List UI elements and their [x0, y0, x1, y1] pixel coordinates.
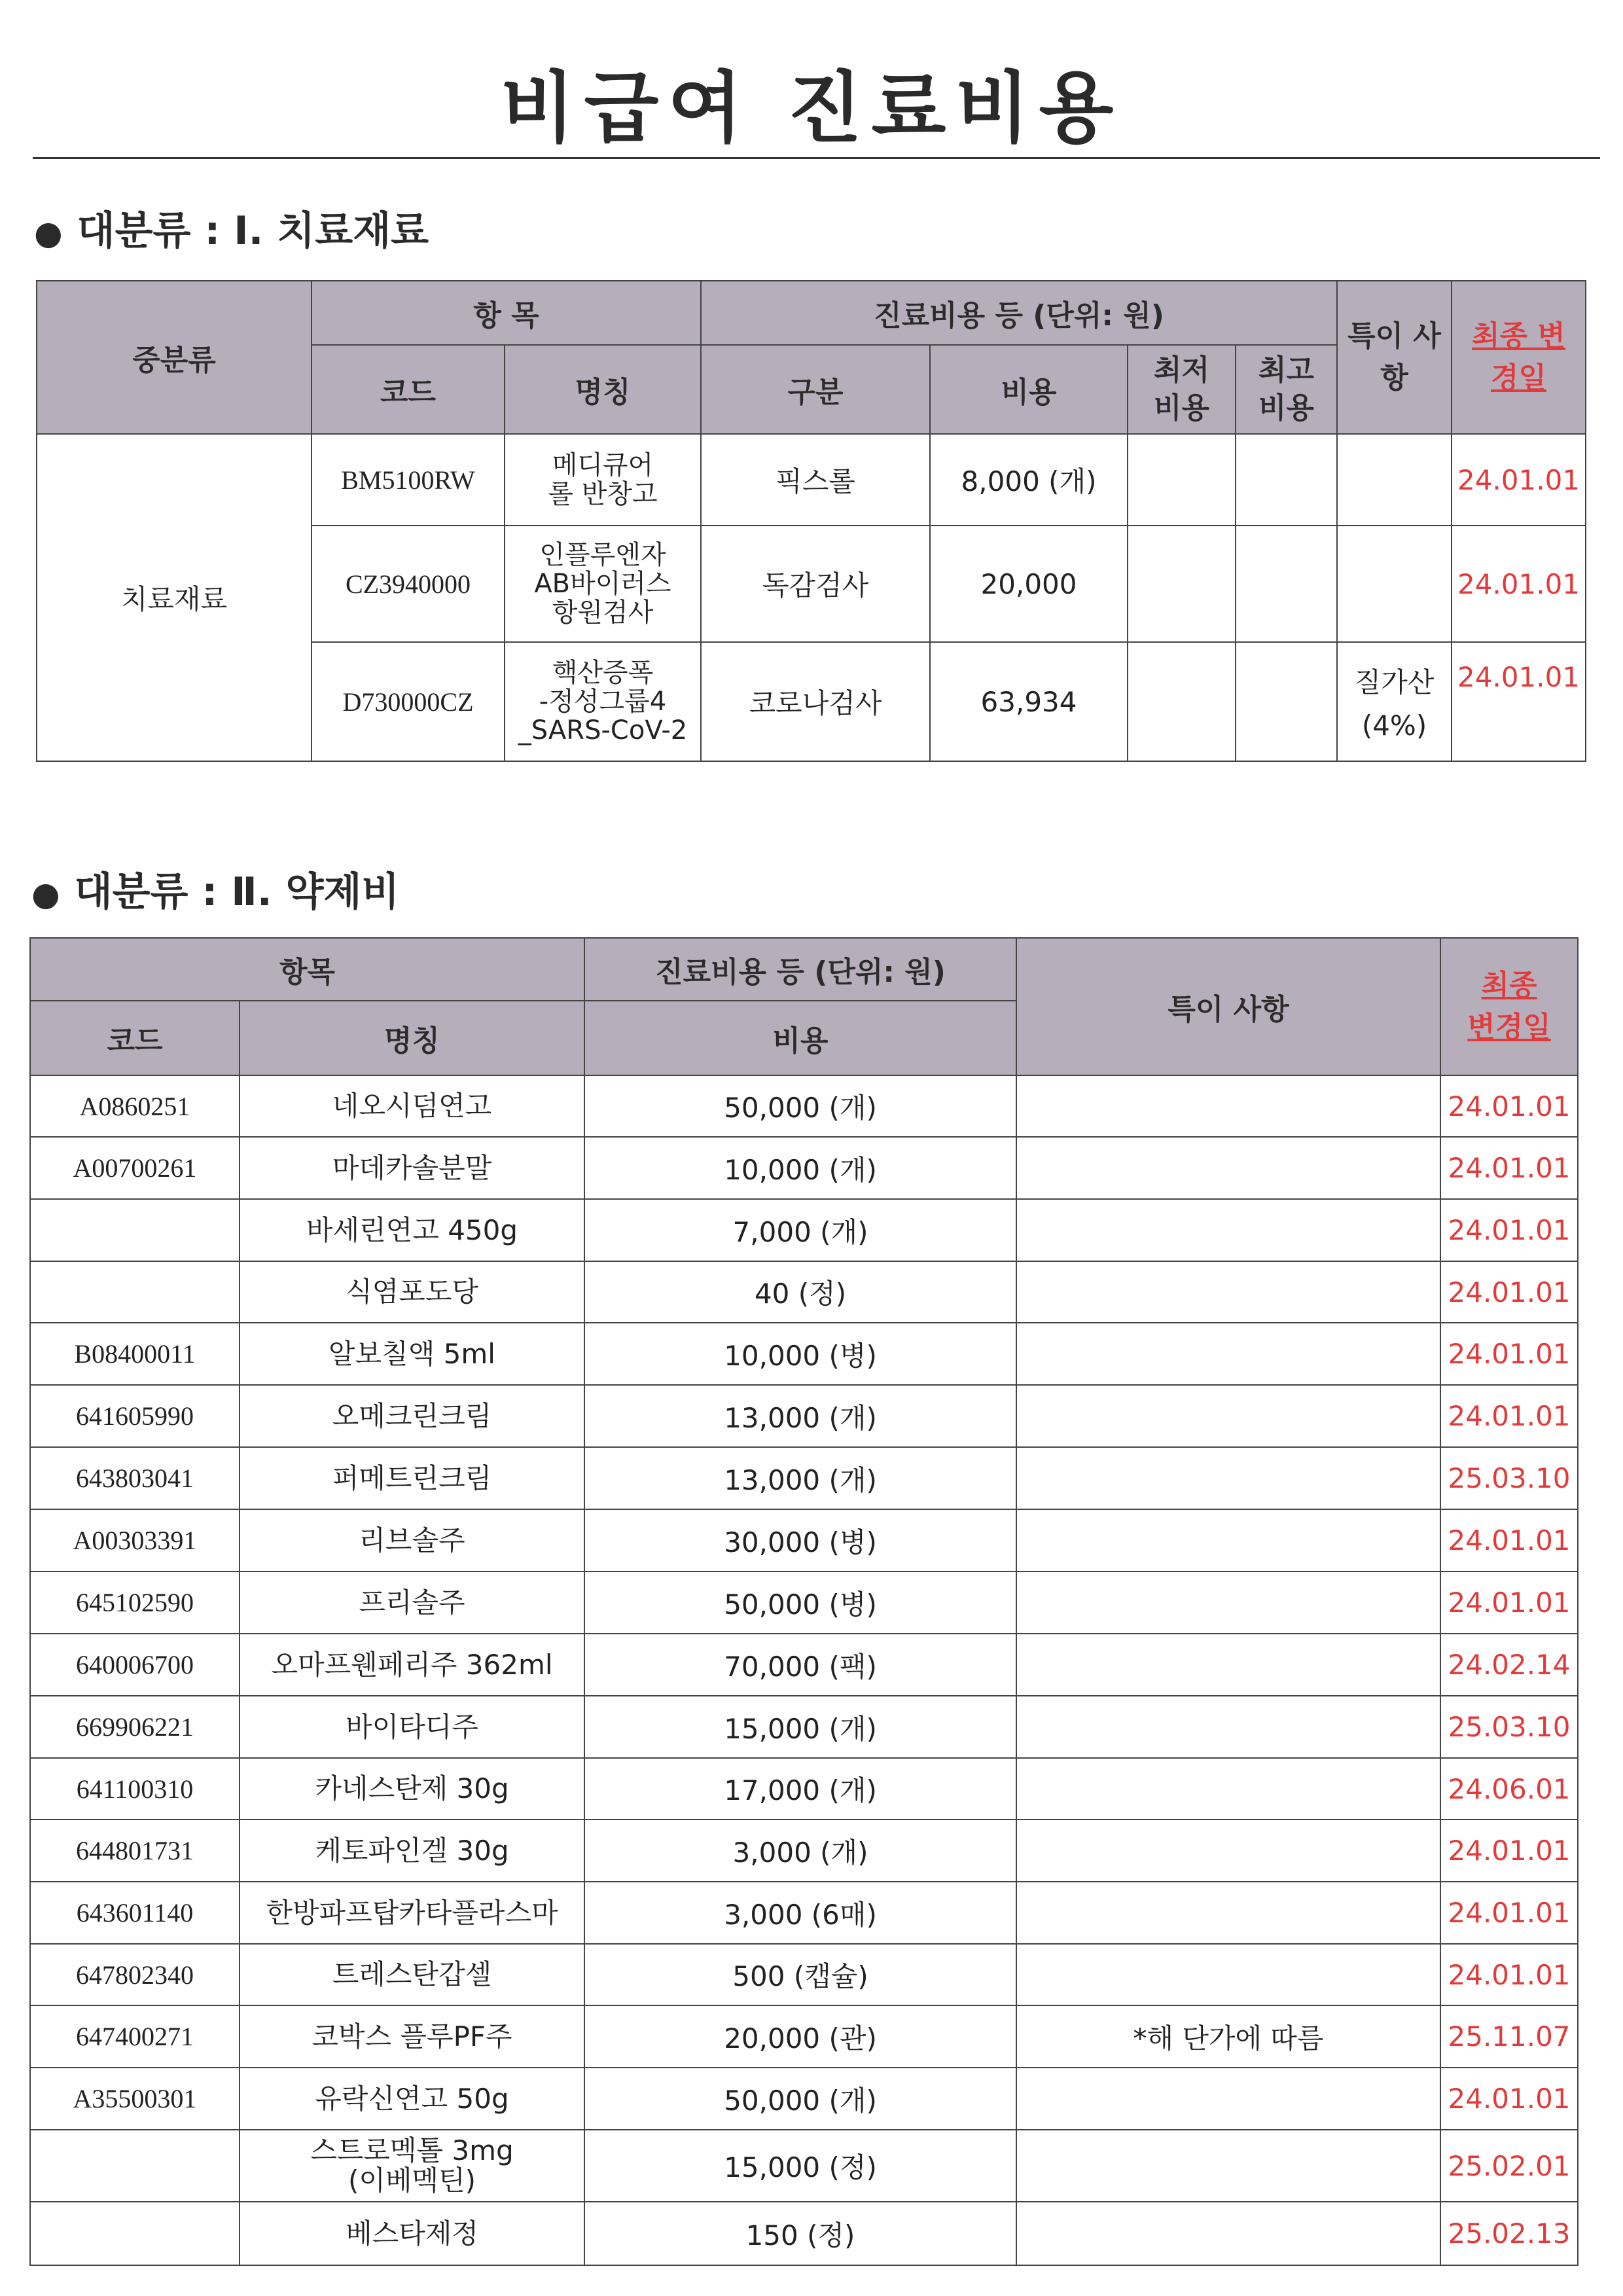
max-cost-header: 최고 비용: [1236, 345, 1337, 434]
code-cell: CZ3940000: [312, 526, 505, 642]
table-row: [30, 2130, 1578, 2202]
name-cell: 마데카솔분말: [240, 1137, 584, 1199]
cost-cell: 7,000 (개): [584, 1199, 1016, 1261]
special-cell: [1016, 1944, 1440, 2005]
bullet-icon: ●: [34, 214, 63, 253]
cost-cell: 3,000 (6매): [584, 1882, 1016, 1944]
code-cell: B08400011: [30, 1323, 240, 1385]
special-cell: [1337, 434, 1452, 526]
code-cell: 669906221: [30, 1696, 240, 1758]
special-cell: [1016, 1882, 1440, 1944]
cost-cell: 13,000 (개): [584, 1447, 1016, 1509]
table-row: [30, 1571, 1578, 1634]
name-cell: 유락신연고 50g: [240, 2068, 584, 2130]
kind-cell: 픽스롤: [701, 434, 930, 526]
code-cell: BM5100RW: [312, 434, 505, 526]
name-header: 명칭: [505, 345, 701, 434]
code-header: 코드: [30, 1001, 240, 1075]
special-cell: [1016, 2202, 1440, 2265]
name-cell: 인플루엔자 AB바이러스 항원검사: [505, 526, 701, 642]
name-cell: 트레스탄갑셀: [240, 1944, 584, 2005]
date-cell: 24.01.01: [1440, 1820, 1578, 1882]
code-cell: 641605990: [30, 1385, 240, 1447]
name-cell: 오마프웬페리주 362ml: [240, 1634, 584, 1696]
name-cell: 케토파인겔 30g: [240, 1820, 584, 1882]
special-cell: [1016, 1075, 1440, 1137]
code-cell: [30, 2202, 240, 2265]
special-cell: [1016, 1323, 1440, 1385]
max-cost-cell: [1236, 642, 1337, 761]
special-cell: [1016, 1137, 1440, 1199]
name-cell: 바이타디주: [240, 1696, 584, 1758]
special-cell: [1016, 1509, 1440, 1571]
code-cell: [30, 1261, 240, 1323]
name-cell: 네오시덤연고: [240, 1075, 584, 1137]
special-cell: [1016, 1634, 1440, 1696]
date-cell: 24.01.01: [1452, 434, 1586, 526]
cost-cell: 3,000 (개): [584, 1820, 1016, 1882]
special-cell: [1016, 2130, 1440, 2202]
code-cell: 640006700: [30, 1634, 240, 1696]
special-cell: 질가산 (4%): [1337, 642, 1452, 761]
date-cell: 24.01.01: [1440, 1509, 1578, 1571]
code-cell: D730000CZ: [312, 642, 505, 761]
title-divider: [33, 157, 1600, 159]
cost-cell: 70,000 (팩): [584, 1634, 1016, 1696]
kind-cell: 코로나검사: [701, 642, 930, 761]
cost-cell: 20,000 (관): [584, 2005, 1016, 2068]
special-cell: [1016, 2068, 1440, 2130]
code-cell: 643803041: [30, 1447, 240, 1509]
name-cell: 코박스 플루PF주: [240, 2005, 584, 2068]
table-row: [30, 1509, 1578, 1571]
name-cell: 바세린연고 450g: [240, 1199, 584, 1261]
special-cell: *해 단가에 따름: [1016, 2005, 1440, 2068]
cost-cell: 13,000 (개): [584, 1385, 1016, 1447]
date-cell: 24.01.01: [1440, 1944, 1578, 2005]
code-cell: 644801731: [30, 1820, 240, 1882]
cost-cell: 20,000: [930, 526, 1128, 642]
special-cell: [1016, 1696, 1440, 1758]
section2-heading-text: 대분류 : Ⅱ. 약제비: [74, 869, 400, 915]
kind-header: 구분: [701, 345, 930, 434]
table-row: [30, 2068, 1578, 2130]
date-cell: 24.01.01: [1440, 1882, 1578, 1944]
date-cell: 24.02.14: [1440, 1634, 1578, 1696]
date-cell: 24.01.01: [1440, 1075, 1578, 1137]
table-row: [30, 1075, 1578, 1137]
name-cell: 프리솔주: [240, 1571, 584, 1634]
date-cell: 24.01.01: [1440, 1137, 1578, 1199]
cost-cell: 50,000 (병): [584, 1571, 1016, 1634]
table-row: [30, 1634, 1578, 1696]
treatment-materials-table: [36, 280, 1586, 762]
code-cell: [30, 2130, 240, 2202]
cost-cell: 50,000 (개): [584, 2068, 1016, 2130]
cost-cell: 40 (정): [584, 1261, 1016, 1323]
name-cell: 메디큐어 롤 반창고: [505, 434, 701, 526]
special-header: 특이 사항: [1016, 938, 1440, 1075]
name-cell: 베스타제정: [240, 2202, 584, 2265]
min-cost-cell: [1128, 434, 1236, 526]
table-row: [30, 2005, 1578, 2068]
code-header: 코드: [312, 345, 505, 434]
mid-category-header: 중분류: [37, 281, 312, 434]
date-cell: 24.01.01: [1440, 1385, 1578, 1447]
last-changed-header: 최종 변경일: [1452, 281, 1586, 434]
code-cell: A35500301: [30, 2068, 240, 2130]
cost-header: 비용: [584, 1001, 1016, 1075]
cost-cell: 63,934: [930, 642, 1128, 761]
cost-cell: 10,000 (병): [584, 1323, 1016, 1385]
date-cell: 25.03.10: [1440, 1447, 1578, 1509]
name-cell: 식염포도당: [240, 1261, 584, 1323]
date-cell: 24.01.01: [1452, 526, 1586, 642]
special-cell: [1016, 1447, 1440, 1509]
cost-cell: 15,000 (개): [584, 1696, 1016, 1758]
cost-cell: 15,000 (정): [584, 2130, 1016, 2202]
max-cost-cell: [1236, 434, 1337, 526]
kind-cell: 독감검사: [701, 526, 930, 642]
name-cell: 리브솔주: [240, 1509, 584, 1571]
special-cell: [1016, 1820, 1440, 1882]
cost-cell: 50,000 (개): [584, 1075, 1016, 1137]
cost-cell: 10,000 (개): [584, 1137, 1016, 1199]
date-cell: 25.11.07: [1440, 2005, 1578, 2068]
table-row: [30, 2202, 1578, 2265]
page-title: 비급여 진료비용: [500, 63, 1123, 153]
code-cell: 647400271: [30, 2005, 240, 2068]
cost-cell: 17,000 (개): [584, 1758, 1016, 1820]
table-row: [30, 1261, 1578, 1323]
table-row: [30, 1944, 1578, 2005]
cost-cell: 30,000 (병): [584, 1509, 1016, 1571]
section1-heading-text: 대분류 : Ⅰ. 치료재료: [77, 208, 429, 254]
fee-group-header: 진료비용 등 (단위: 원): [701, 281, 1337, 345]
table-row: [30, 1323, 1578, 1385]
medication-table: [29, 937, 1578, 2266]
section2-heading: [31, 861, 399, 917]
date-cell: 24.06.01: [1440, 1758, 1578, 1820]
code-cell: 647802340: [30, 1944, 240, 2005]
table-row: [30, 1447, 1578, 1509]
cost-cell: 150 (정): [584, 2202, 1016, 2265]
medication-rows: [30, 1075, 1578, 2265]
date-cell: 24.01.01: [1440, 1323, 1578, 1385]
date-cell: 24.01.01: [1440, 2068, 1578, 2130]
min-cost-header: 최저 비용: [1128, 345, 1236, 434]
code-cell: A00303391: [30, 1509, 240, 1571]
min-cost-cell: [1128, 526, 1236, 642]
item-header: 항 목: [312, 281, 701, 345]
special-cell: [1016, 1385, 1440, 1447]
code-cell: 645102590: [30, 1571, 240, 1634]
code-cell: 643601140: [30, 1882, 240, 1944]
name-cell: 핵산증폭 -정성그룹4 _SARS-CoV-2: [505, 642, 701, 761]
name-cell: 오메크린크림: [240, 1385, 584, 1447]
table-row: [37, 434, 1586, 526]
date-cell: 24.01.01: [1440, 1261, 1578, 1323]
name-cell: 스트로멕톨 3mg (이베멕틴): [240, 2130, 584, 2202]
last-changed-header: 최종 변경일: [1440, 938, 1578, 1075]
section1-heading: [34, 200, 429, 256]
cost-cell: 500 (캡슐): [584, 1944, 1016, 2005]
table-row: [30, 1137, 1578, 1199]
date-cell: 25.02.01: [1440, 2130, 1578, 2202]
bullet-icon: ●: [31, 875, 60, 914]
date-cell: 24.01.01: [1452, 642, 1586, 761]
special-header: 특이 사항: [1337, 281, 1452, 434]
date-cell: 24.01.01: [1440, 1571, 1578, 1634]
name-cell: 한방파프탑카타플라스마: [240, 1882, 584, 1944]
special-cell: [1016, 1758, 1440, 1820]
table-row: [30, 1820, 1578, 1882]
code-cell: 641100310: [30, 1758, 240, 1820]
item-header: 항목: [30, 938, 584, 1001]
min-cost-cell: [1128, 642, 1236, 761]
name-cell: 카네스탄제 30g: [240, 1758, 584, 1820]
special-cell: [1016, 1571, 1440, 1634]
mid-category-cell: 치료재료: [37, 434, 312, 761]
fee-group-header: 진료비용 등 (단위: 원): [584, 938, 1016, 1001]
special-cell: [1016, 1199, 1440, 1261]
code-cell: [30, 1199, 240, 1261]
date-cell: 24.01.01: [1440, 1199, 1578, 1261]
code-cell: A00700261: [30, 1137, 240, 1199]
date-cell: 25.03.10: [1440, 1696, 1578, 1758]
table-row: [30, 1882, 1578, 1944]
table-row: [30, 1758, 1578, 1820]
cost-cell: 8,000 (개): [930, 434, 1128, 526]
special-cell: [1016, 1261, 1440, 1323]
code-cell: A0860251: [30, 1075, 240, 1137]
date-cell: 25.02.13: [1440, 2202, 1578, 2265]
table-row: [30, 1696, 1578, 1758]
cost-header: 비용: [930, 345, 1128, 434]
name-header: 명칭: [240, 1001, 584, 1075]
table-row: [30, 1385, 1578, 1447]
name-cell: 알보칠액 5ml: [240, 1323, 584, 1385]
special-cell: [1337, 526, 1452, 642]
table-row: [30, 1199, 1578, 1261]
max-cost-cell: [1236, 526, 1337, 642]
name-cell: 퍼메트린크림: [240, 1447, 584, 1509]
